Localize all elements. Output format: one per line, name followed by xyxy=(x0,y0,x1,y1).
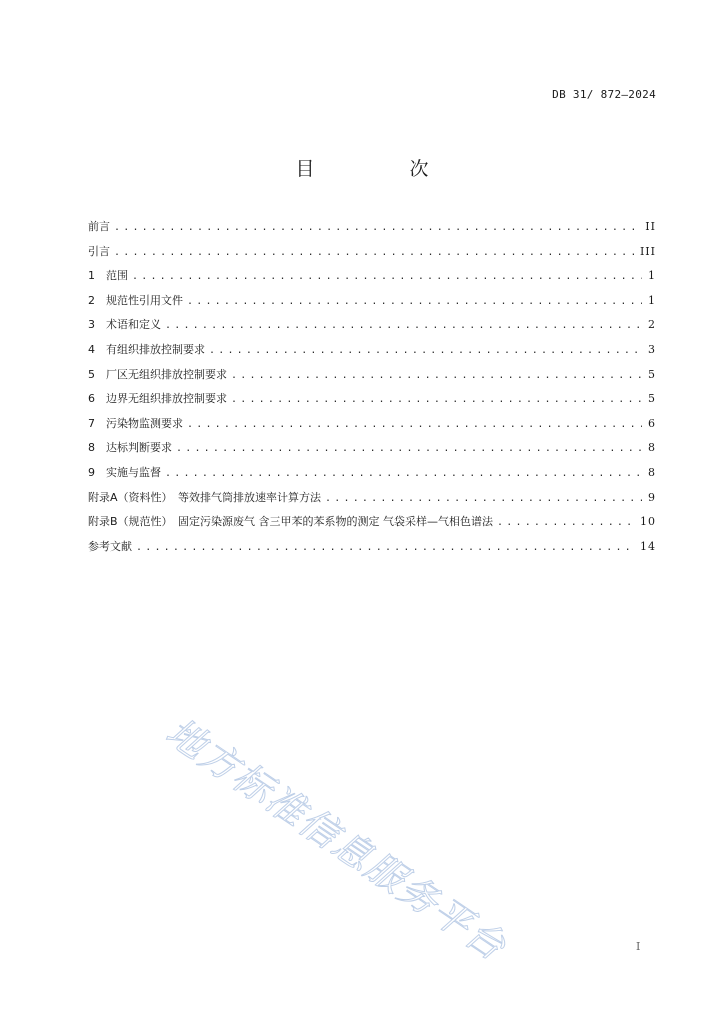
toc-entry[interactable] xyxy=(88,317,656,342)
toc-dot-leader xyxy=(132,269,642,285)
toc-entry-page: 5 xyxy=(648,392,656,406)
toc-entry-page: 10 xyxy=(640,515,656,529)
toc-entry-page: 8 xyxy=(648,465,656,479)
toc-entry-number: 2 xyxy=(88,293,95,307)
toc-dot-leader xyxy=(165,318,642,334)
toc-entry[interactable] xyxy=(88,465,656,490)
toc-entry[interactable] xyxy=(88,490,656,515)
toc-entry-page: 2 xyxy=(648,318,656,332)
toc-entry[interactable] xyxy=(88,539,656,564)
watermark: 地方标准信息服务平台 xyxy=(158,709,515,970)
toc-entry-number: 9 xyxy=(88,465,95,479)
toc-entry[interactable] xyxy=(88,440,656,465)
toc-dot-leader xyxy=(325,491,642,507)
toc-entry-label: 达标判断要求 xyxy=(106,441,172,455)
toc-entry-label: 有组织排放控制要求 xyxy=(106,342,205,356)
toc-entry-label: 附录A（资料性） 等效排气筒排放速率计算方法 xyxy=(88,490,322,504)
toc-entry-number: 7 xyxy=(88,416,95,430)
toc-entry-number: 1 xyxy=(88,269,95,283)
toc-dot-leader xyxy=(187,417,642,433)
toc-entry[interactable] xyxy=(88,219,656,244)
toc-entry-number: 4 xyxy=(88,342,95,356)
toc-entry-page: 6 xyxy=(648,416,656,430)
page-number: I xyxy=(636,940,641,953)
toc-entry-page: II xyxy=(645,220,656,233)
toc-entry-page: 14 xyxy=(640,539,656,553)
toc-entry-number: 5 xyxy=(88,367,95,381)
toc-entry-label: 边界无组织排放控制要求 xyxy=(106,392,227,406)
toc-entry-page: 9 xyxy=(648,490,656,504)
toc-title: 目 次 xyxy=(295,158,467,180)
toc-entry-label: 实施与监督 xyxy=(106,465,161,479)
toc-entry[interactable] xyxy=(88,391,656,416)
toc-entry-label: 术语和定义 xyxy=(106,318,161,332)
toc-entry-page: 1 xyxy=(648,293,656,307)
toc-entry[interactable] xyxy=(88,514,656,539)
toc-entry-label: 附录B（规范性） 固定污染源废气 含三甲苯的苯系物的测定 气袋采样—气相色谱法 xyxy=(88,515,494,529)
toc-dot-leader xyxy=(165,466,642,482)
toc-dot-leader xyxy=(209,343,642,359)
toc-entry-label: 规范性引用文件 xyxy=(106,293,183,307)
toc-entry-page: 8 xyxy=(648,441,656,455)
toc-entry[interactable] xyxy=(88,416,656,441)
toc-entry-number: 8 xyxy=(88,441,95,455)
toc-entry[interactable] xyxy=(88,244,656,269)
toc-dot-leader xyxy=(231,368,642,384)
toc-dot-leader xyxy=(136,540,636,556)
toc-entry-page: 3 xyxy=(648,342,656,356)
document-code: DB 31/ 872—2024 xyxy=(552,88,656,101)
table-of-contents xyxy=(88,219,656,563)
toc-entry-number: 6 xyxy=(88,392,95,406)
toc-entry[interactable] xyxy=(88,293,656,318)
toc-entry[interactable] xyxy=(88,268,656,293)
toc-entry[interactable] xyxy=(88,367,656,392)
toc-dot-leader xyxy=(114,220,641,236)
toc-entry-label: 污染物监测要求 xyxy=(106,416,183,430)
toc-dot-leader xyxy=(187,294,642,310)
toc-entry[interactable] xyxy=(88,342,656,367)
toc-dot-leader xyxy=(497,515,636,531)
toc-entry-label: 前言 xyxy=(88,220,110,233)
toc-entry-page: 1 xyxy=(648,269,656,283)
toc-entry-label: 参考文献 xyxy=(88,539,132,553)
toc-entry-label: 范围 xyxy=(106,269,128,283)
toc-dot-leader xyxy=(231,392,642,408)
toc-entry-label: 厂区无组织排放控制要求 xyxy=(106,367,227,381)
toc-entry-number: 3 xyxy=(88,318,95,332)
toc-entry-label: 引言 xyxy=(88,244,110,258)
toc-dot-leader xyxy=(114,245,636,261)
toc-dot-leader xyxy=(176,441,642,457)
toc-entry-page: 5 xyxy=(648,367,656,381)
toc-entry-page: III xyxy=(639,244,656,258)
